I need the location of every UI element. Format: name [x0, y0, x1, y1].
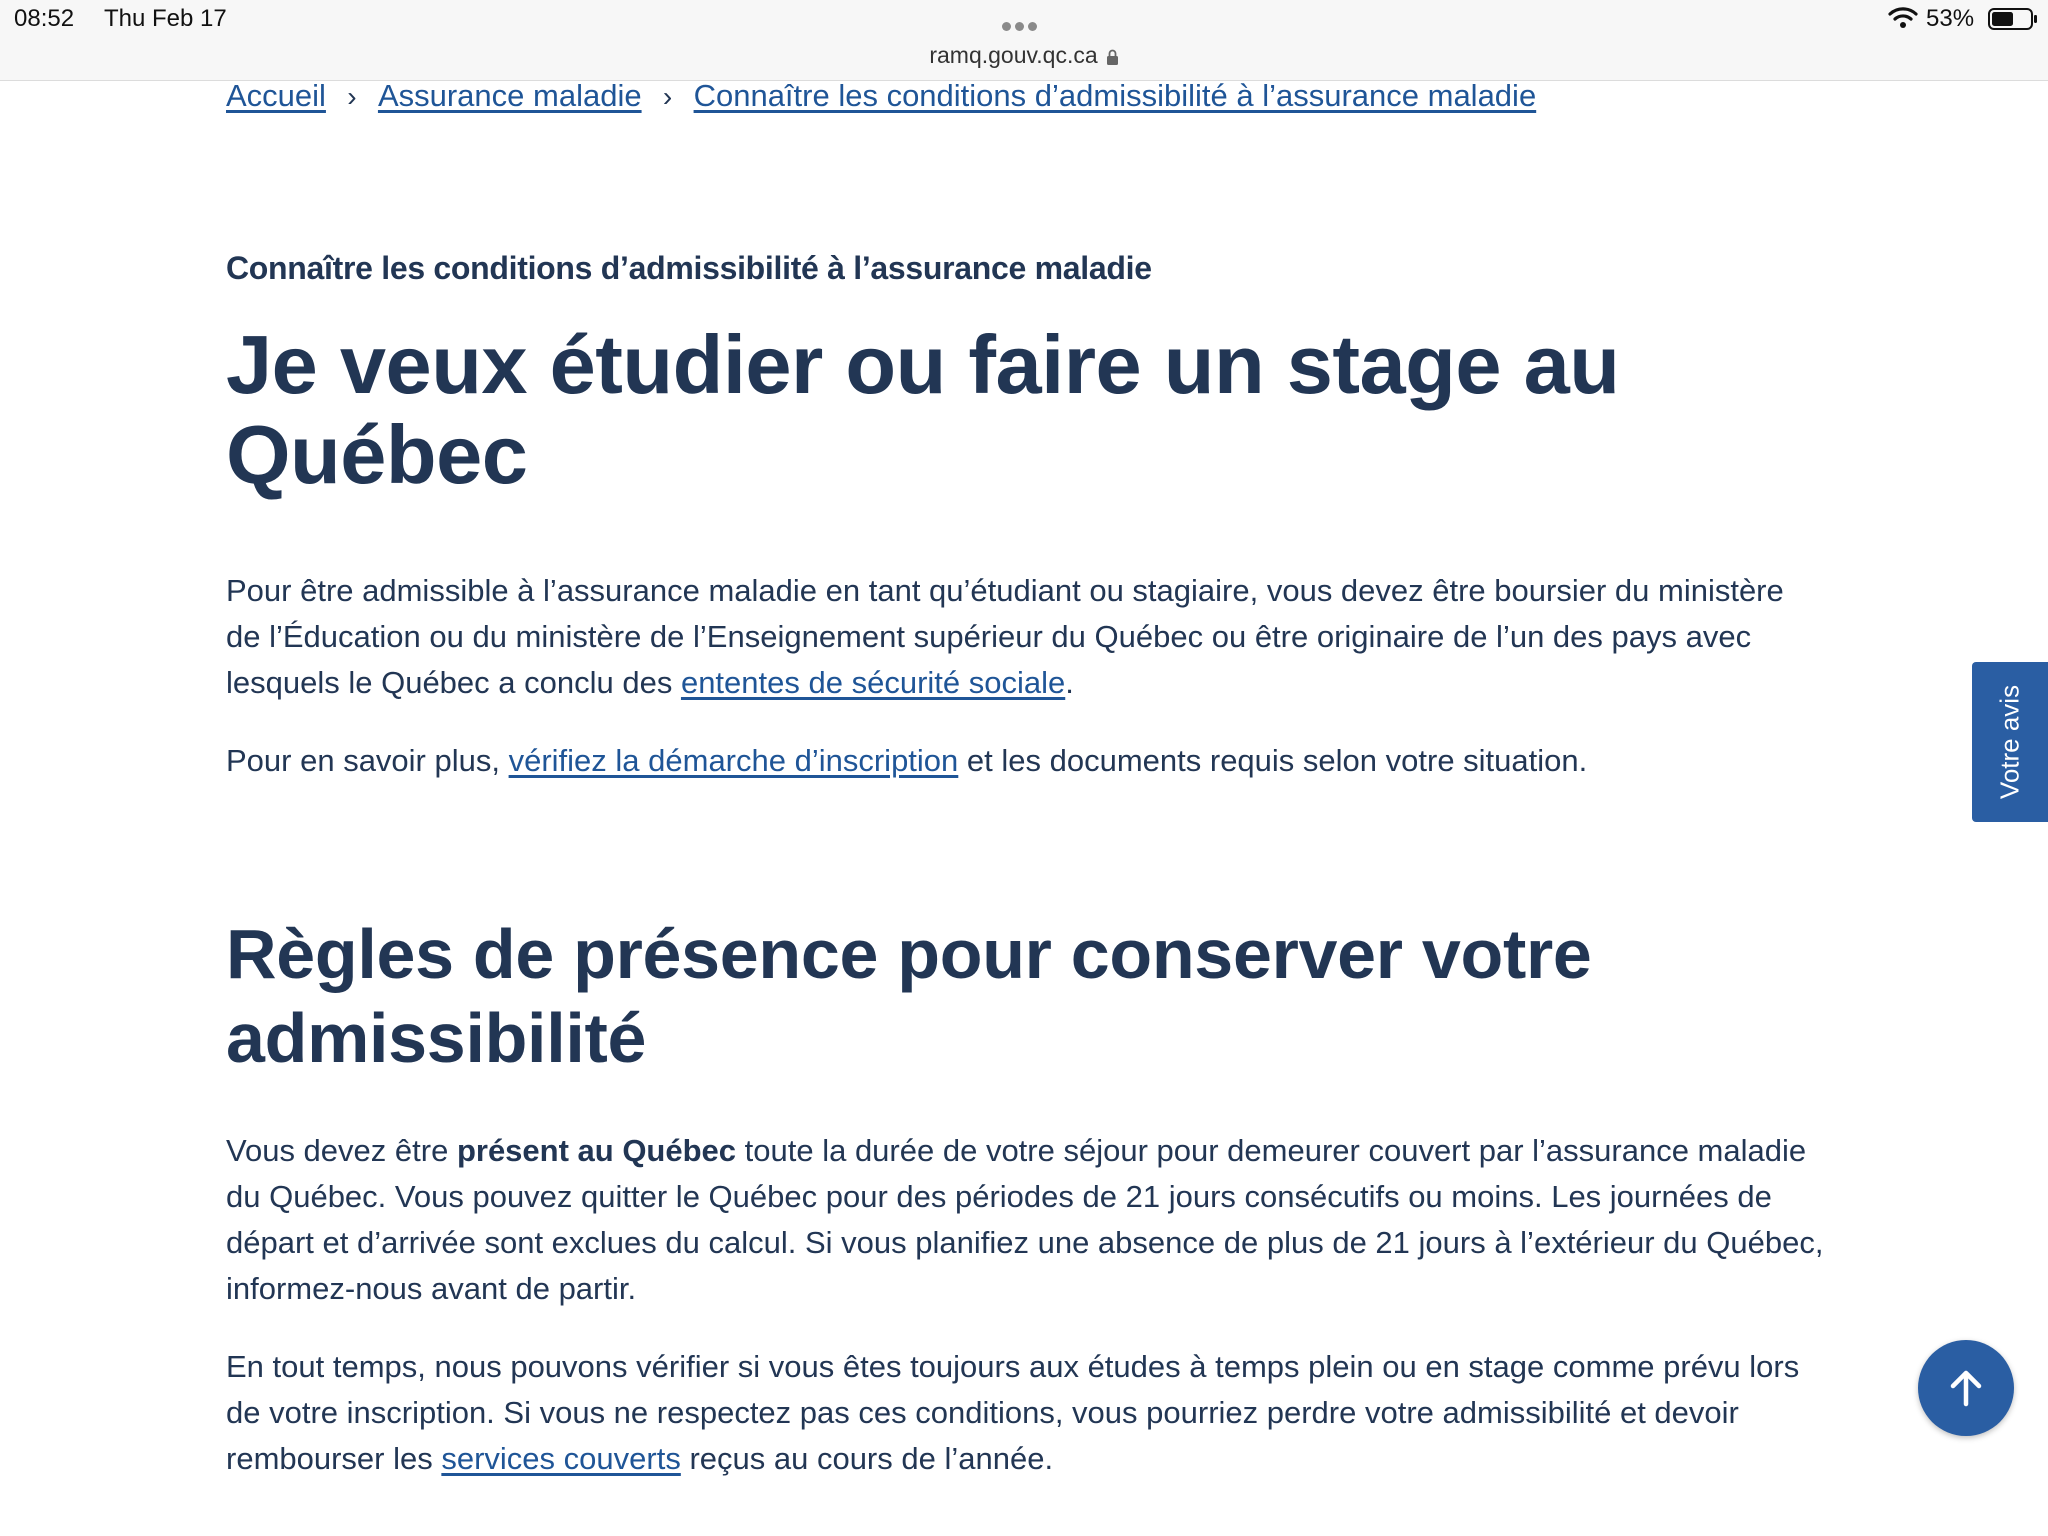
battery-percent: 53% [1926, 5, 1975, 32]
presence-paragraph [226, 1128, 1826, 1312]
intro-paragraph [226, 568, 1826, 706]
page-title: Je veux étudier ou faire un stage au Québec [226, 318, 1620, 501]
presence-start: Vous devez être [226, 1133, 457, 1168]
lock-icon [1106, 49, 1119, 65]
link-services-couverts[interactable]: services couverts [441, 1441, 681, 1476]
intro-text: Pour être admissible à l’assurance maladie en tant qu’étudiant ou stagiaire, vous devez être boursier du ministère de l’Éducation ou du ministère de l’Enseignement supérieur du Québec ou être originaire de l’un des pays avec lesquels le Québec a conclu des [226, 573, 1784, 700]
presence-bold: présent au Québec [456, 1133, 737, 1168]
intro-end: . [1065, 665, 1074, 700]
battery-icon [1988, 8, 2038, 30]
feedback-tab-label: Votre avis [1994, 684, 2025, 800]
verification-paragraph [226, 1344, 1826, 1482]
wifi-icon [1888, 6, 1918, 30]
breadcrumb-chevron-icon: › [662, 81, 673, 112]
page-eyebrow: Connaître les conditions d’admissibilité à l’assurance maladie [226, 250, 1152, 286]
breadcrumb [226, 78, 1536, 114]
status-date: Thu Feb 17 [104, 5, 227, 32]
browser-status-bar [0, 0, 2048, 81]
breadcrumb-link-conditions[interactable]: Connaître les conditions d’admissibilité à l’assurance maladie [693, 78, 1537, 113]
breadcrumb-link-accueil[interactable]: Accueil [226, 78, 326, 113]
section-title-regles-presence: Règles de présence pour conserver votre admissibilité [226, 915, 1592, 1077]
verify-text: En tout temps, nous pouvons vérifier si vous êtes toujours aux études à temps plein ou en stage comme prévu lors de votre inscription. Si vous ne respectez pas ces conditions, vous pourriez perdre votre admissibilité et devoir rembourser les [226, 1349, 1800, 1476]
feedback-tab-button[interactable] [1972, 662, 2048, 822]
address-bar[interactable] [0, 42, 2048, 69]
more-info-paragraph [226, 738, 1826, 784]
multitasking-dots-icon[interactable] [1002, 18, 1046, 30]
back-to-top-button[interactable] [1918, 1340, 2014, 1436]
presence-rest: toute la durée de votre séjour pour demeurer couvert par l’assurance maladie du Québec. Vous pouvez quitter le Québec pour des périodes de 21 jours consécutifs ou moins. Les journées de départ et d’arrivée sont exclues du calcul. Si vous planifiez une absence de plus de 21 jours à l’extérieur du Québec, informez-nous avant de partir. [226, 1133, 1824, 1306]
more-text: Pour en savoir plus, [226, 743, 509, 778]
status-time: 08:52 [14, 5, 75, 32]
breadcrumb-link-assurance-maladie[interactable]: Assurance maladie [377, 78, 642, 113]
verify-end: reçus au cours de l’année. [680, 1441, 1054, 1476]
link-demarche-inscription[interactable]: vérifiez la démarche d’inscription [508, 743, 959, 778]
arrow-up-icon [1942, 1364, 1990, 1412]
link-ententes-securite-sociale[interactable]: ententes de sécurité sociale [680, 665, 1066, 700]
url-text: ramq.gouv.qc.ca [929, 42, 1098, 68]
breadcrumb-chevron-icon: › [347, 81, 357, 112]
more-end: et les documents requis selon votre situation. [958, 743, 1588, 778]
